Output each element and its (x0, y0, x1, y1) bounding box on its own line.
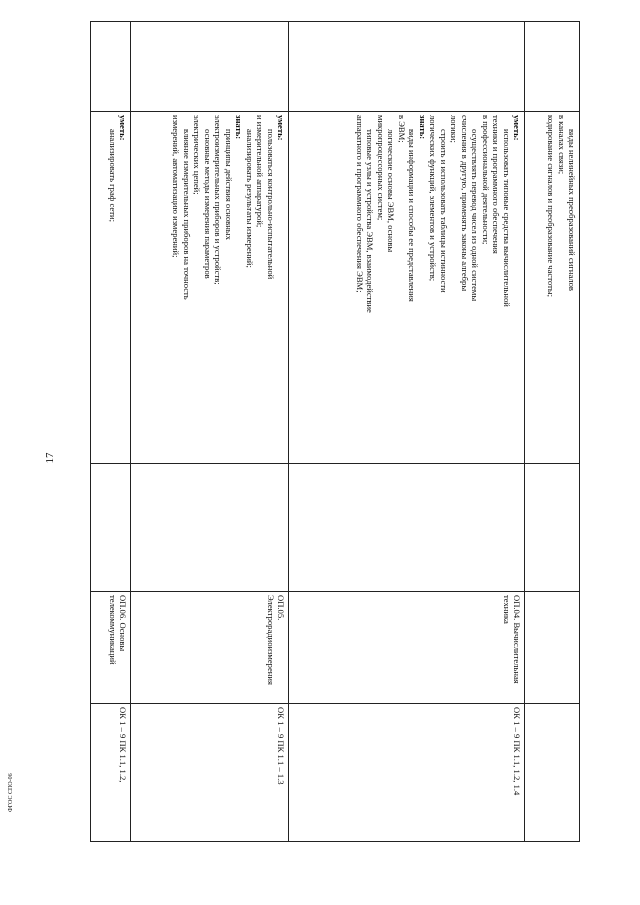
empty-cell (131, 464, 289, 592)
text-line: знать: (234, 115, 245, 140)
text-line: уметь: (512, 115, 522, 141)
text-line: пользоваться контрольно-испытательной (265, 129, 276, 280)
text-line: уметь: (276, 115, 286, 141)
text-line: аппаратного и программного обеспечения ЭВМ; (354, 115, 365, 293)
empty-cell (91, 22, 131, 112)
empty-cell (525, 464, 580, 592)
competency-table (90, 21, 580, 842)
text-line: логические основы ЭВМ, основы (386, 129, 397, 253)
table-row (525, 22, 580, 842)
empty-cell (289, 22, 525, 112)
text-line: анализировать результаты измерений; (244, 129, 255, 268)
text-line: принципы действия основных (223, 129, 234, 240)
table-rotated (91, 21, 580, 841)
text-line: уметь: (118, 115, 128, 141)
empty-cell (91, 464, 131, 592)
text-line: техники и программного обеспечения (491, 115, 502, 254)
text-line: логики; (449, 115, 460, 143)
text-line: микропроцессорных систем; (375, 115, 386, 221)
discipline-cell: ОП.04. Вычислительная техника (289, 592, 525, 704)
skills-cell (289, 112, 525, 464)
empty-cell (131, 22, 289, 112)
text-line: и измерительной аппаратурой; (255, 115, 266, 228)
text-line: осуществлять перевод чисел из одной системы (470, 129, 481, 302)
discipline-cell: ОП.05. Электрорадиоизмерения (131, 592, 289, 704)
table-row (91, 22, 131, 842)
text-line: измерений, автоматизацию измерений; (171, 115, 182, 258)
text-line: знать: (417, 115, 428, 140)
competencies-cell (525, 704, 580, 842)
text-line: в профессиональной деятельности; (480, 115, 491, 245)
discipline-cell (525, 592, 580, 704)
skills-cell (131, 112, 289, 464)
empty-cell (525, 22, 580, 112)
text-line: влияние измерительных приборов на точность (181, 129, 192, 300)
text-line: в ЭВМ; (396, 115, 407, 143)
discipline-cell: ОП.06. Основы телекоммуникаций (91, 592, 131, 704)
footer-code: ФГОС СПО-06 (8, 773, 14, 812)
text-line: счисления в другую, применять законы алгебры (459, 115, 470, 292)
text-line: кодирование сигналов и преобразование частоты; (546, 115, 557, 297)
text-line: логических функций, элементов и устройств; (428, 115, 439, 282)
text-line: электрических цепей; (192, 115, 203, 195)
page-number: 17 (44, 452, 56, 464)
text-line: строить и использовать таблицы истинности (438, 129, 449, 293)
text-line: виды нелинейных преобразований сигналов (567, 129, 577, 291)
text-line: основные методы измерения параметров (202, 129, 213, 279)
text-line: анализировать граф сети; (107, 129, 118, 222)
table-row (289, 22, 525, 842)
skills-cell (91, 112, 131, 464)
competencies-cell: ОК 1 – 9 ПК 1.1, 1.2, (91, 704, 131, 842)
text-line: использовать типовые средства вычислительной (501, 129, 512, 307)
text-line: электроизмерительных приборов и устройств; (213, 115, 224, 285)
table-row (131, 22, 289, 842)
competencies-cell: ОК 1 – 9 ПК 1.1 – 1.3 (131, 704, 289, 842)
text-line: в каналах связи; (556, 115, 567, 175)
competencies-cell: ОК 1 – 9 ПК 1.1, 1.2, 1.4 (289, 704, 525, 842)
skills-cell (525, 112, 580, 464)
text-line: типовые узлы и устройства ЭВМ, взаимодействие (365, 129, 376, 313)
text-line: виды информации и способы ее представления (407, 129, 418, 302)
empty-cell (289, 464, 525, 592)
